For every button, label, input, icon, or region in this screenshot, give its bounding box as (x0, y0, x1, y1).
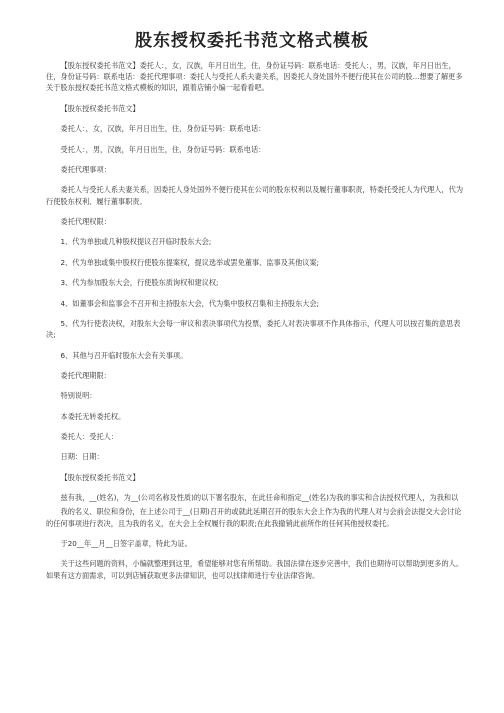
authority-item-1: 1、代为单独或几种股权提议召开临时股东大会; (60, 237, 212, 247)
signing-line: 于20__年__月__日签字盖章，特此为证。 (60, 539, 192, 549)
authority-heading: 委托代理权限： (60, 216, 111, 226)
authority-item-6: 6、其他与召开临时股东大会有关事项。 (60, 350, 188, 360)
authority-item-3: 3、代为参加股东大会，行使股东质询权和建议权; (60, 278, 219, 288)
no-subdelegation-line: 本委托无转委托权。 (60, 411, 126, 421)
matters-heading: 委托代理事项： (60, 164, 111, 174)
authority-item-4: 4、如董事会和监事会不召开和主持股东大会，代为集中股权召集和主持股东大会; (60, 298, 320, 308)
intro-paragraph: 【股东授权委托书范文】委托人：，女，汉族，年月日出生，住，身份证号码：联系电话：受托人：，男，汉族，年月日出生，住，身份证号码：联系电话：委托代理事项：委托人与受托人系夫妻关系，因委托人身处国外不便行使其在公司的股...想要了解更多关于股东授权委托书范文格式模板的知识，跟着店铺小编一起看看吧。 (46, 61, 463, 93)
authority-item-2: 2、代为单独或集中股权行使股东提案权，提议选举或罢免董事、监事及其他议案; (60, 257, 320, 267)
closing-paragraph: 关于这些问题的资料，小编就整理到这里，希望能够对您有所帮助。我国法律在逐步完善中，我们也期待可以帮助到更多的人。如果有这方面需求，可以到店铺获取更多法律知识，也可以找律师进行专业法律咨询。 (46, 559, 464, 580)
authority-item-5: 5、代为行使表决权，对股东大会每一审议和表决事项代为投票，委托人对表决事项不作具体指示，代理人可以按召集的意思表决; (46, 318, 461, 340)
section-heading: 【股东授权委托书范文】 (60, 103, 140, 113)
term-heading: 委托代理期限： (60, 370, 111, 380)
document-title: 股东授权委托书范文格式模板 (135, 31, 369, 51)
signature-line: 委托人：受托人： (60, 432, 119, 442)
principal-line: 委托人：，女，汉族，年月日出生，住，身份证号码：联系电话： (60, 124, 266, 134)
matters-paragraph: 委托人与受托人系夫妻关系，因委托人身处国外不便行使其在公司的股东权利以及履行董事职责，特委托受托人为代理人，代为行使股东权利、履行董事职责。 (46, 185, 464, 206)
date-line: 日期：日期： (60, 452, 104, 462)
section-heading-2: 【股东授权委托书范文】 (60, 472, 140, 482)
special-note-heading: 特别说明： (60, 391, 97, 401)
agent-line: 受托人：，男，汉族，年月日出生，住，身份证号码：联系电话： (60, 144, 266, 154)
appointment-paragraph-cont: 我的名义、职位和身份，在上述公司于__(日期)召开的或就此延期召开的股东大会上作为我的代理人对与会前会法提交大会讨论的任何事项进行表决，且为我的名义，在大会上全权履行我的职责;在此我撤销此前所作的任何其他授权委托。 (46, 507, 462, 528)
document-body (46, 60, 464, 590)
appointment-paragraph: 兹有我，__(姓名)，为__(公司名称及性质)的以下署名股东，在此任命和指定__(姓名)为我的事实和合法授权代理人，为我和以 (60, 493, 459, 503)
